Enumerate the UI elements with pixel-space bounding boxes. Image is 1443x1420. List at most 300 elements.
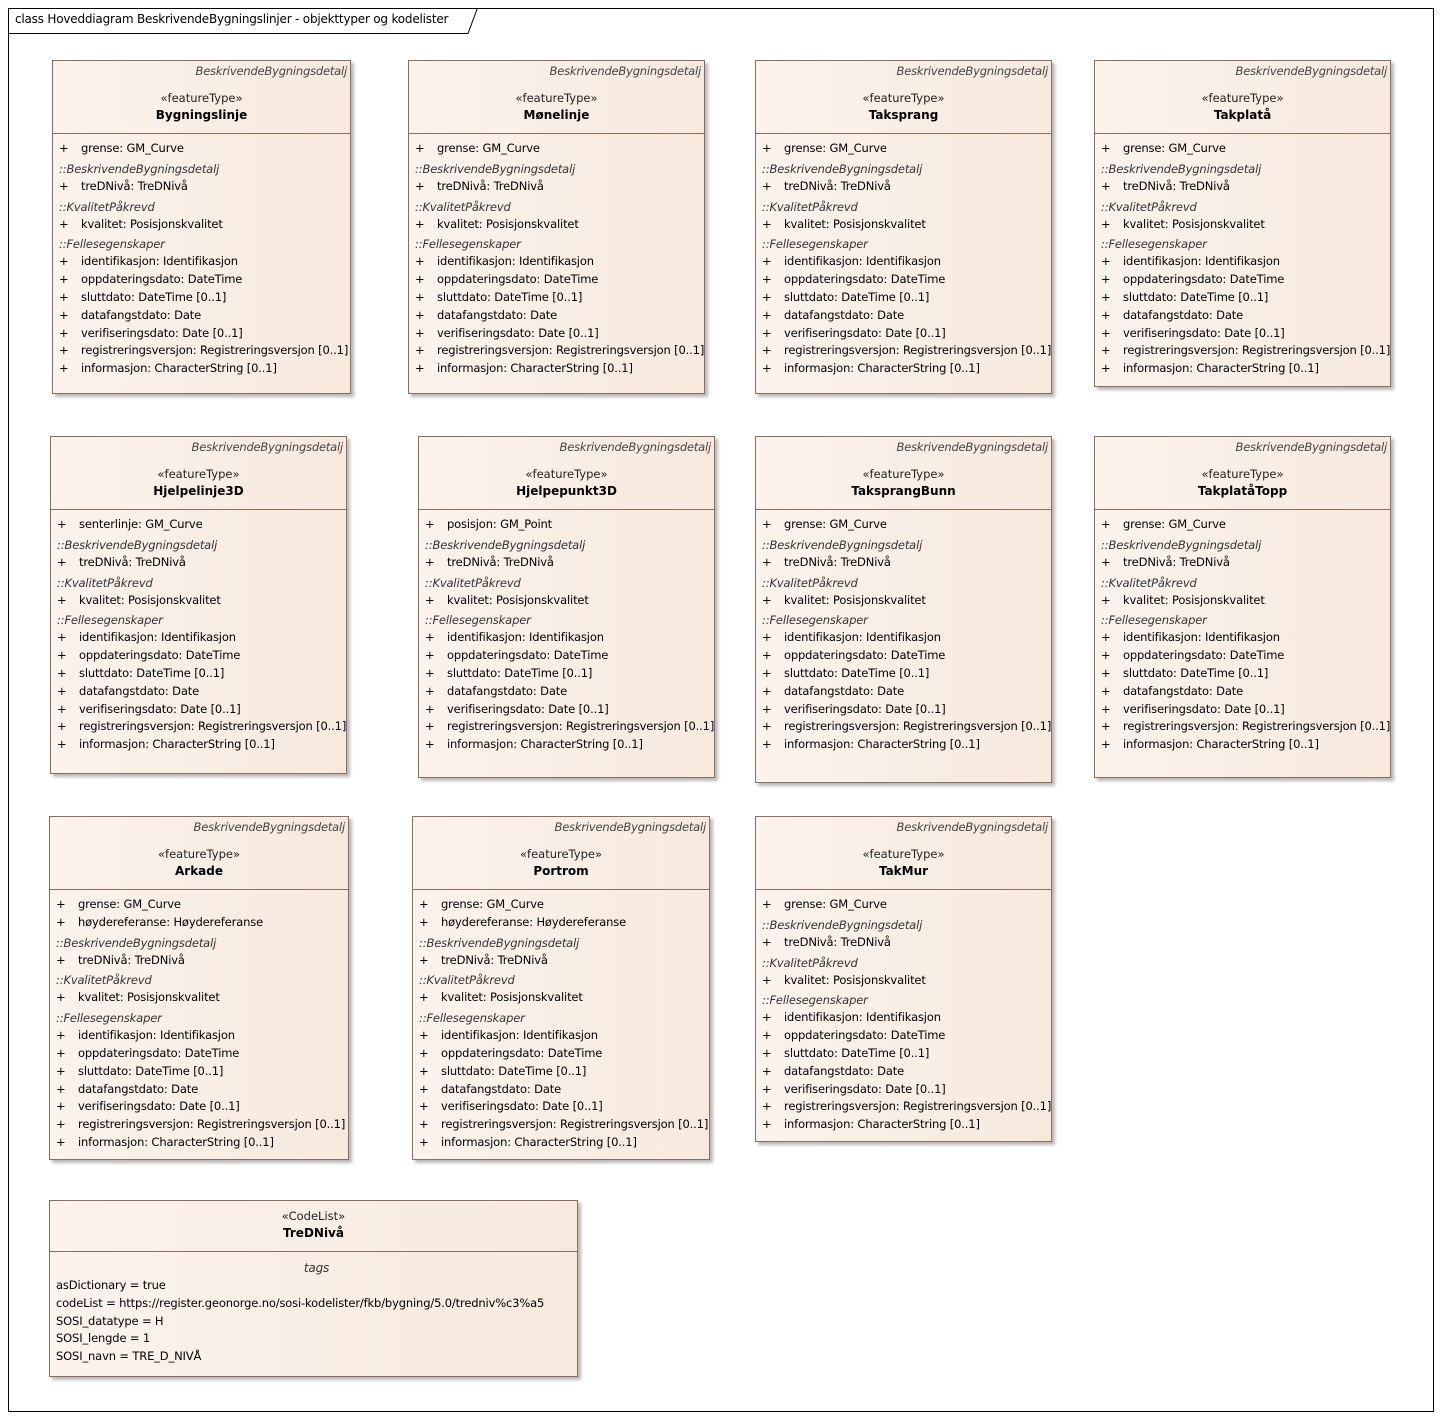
stereotype-label: «featureType»: [862, 847, 945, 861]
attribute-row: [1101, 289, 1390, 307]
visibility-marker: +: [762, 683, 772, 698]
visibility-marker: +: [1101, 289, 1111, 304]
attribute-row: [1101, 307, 1390, 325]
attribute-row: [425, 516, 714, 534]
visibility-marker: +: [59, 178, 69, 193]
attribute-row: [56, 952, 348, 970]
attribute-row: [762, 896, 1051, 914]
visibility-marker: +: [419, 952, 429, 967]
inherited-group-label: ::BeskrivendeBygningsdetalj: [415, 161, 576, 176]
visibility-marker: +: [762, 1117, 772, 1132]
class-box-arkade[interactable]: [49, 816, 349, 1160]
attribute-text: registreringsversjon: Registreringsversjon [0..1]: [784, 343, 1052, 358]
attribute-text: oppdateringsdato: DateTime: [78, 1045, 240, 1060]
attribute-text: grense: GM_Curve: [1123, 141, 1226, 155]
visibility-marker: +: [762, 272, 772, 287]
attribute-row: [57, 647, 346, 665]
visibility-marker: +: [56, 990, 66, 1005]
inherited-group-label: ::KvalitetPåkrevd: [56, 973, 152, 988]
attribute-text: identifikasjon: Identifikasjon: [1123, 254, 1280, 269]
stereotype-label: «featureType»: [157, 847, 240, 861]
codelist-box-tredniva[interactable]: [49, 1200, 578, 1377]
attribute-row: [1101, 253, 1390, 271]
visibility-marker: +: [59, 361, 69, 376]
attribute-list: [1095, 510, 1390, 754]
inherited-group-label: ::Fellesegenskaper: [425, 613, 531, 628]
inherited-group-label: ::KvalitetPåkrevd: [59, 199, 155, 214]
attribute-row: [415, 307, 704, 325]
attribute-row: [57, 592, 346, 610]
visibility-marker: +: [419, 1028, 429, 1043]
attribute-text: kvalitet: Posisjonskvalitet: [1123, 592, 1265, 607]
attribute-row: [415, 178, 704, 196]
visibility-marker: +: [425, 665, 435, 680]
attribute-row: [56, 1134, 348, 1152]
attribute-text: posisjon: GM_Point: [447, 517, 553, 531]
attribute-row: [762, 342, 1051, 360]
attribute-row: [59, 360, 350, 378]
class-box-hjelpelinje3d[interactable]: [50, 436, 347, 774]
attribute-row: [762, 325, 1051, 343]
attribute-row: [762, 934, 1051, 952]
class-box-taksprang[interactable]: [755, 60, 1052, 394]
attribute-text: treDNivå: TreDNivå: [784, 554, 891, 569]
attribute-row: [762, 1098, 1051, 1116]
visibility-marker: +: [415, 289, 425, 304]
attribute-list: [51, 510, 346, 754]
attribute-text: grense: GM_Curve: [78, 897, 181, 911]
attribute-text: sluttdato: DateTime [0..1]: [79, 665, 225, 680]
attribute-row: [57, 629, 346, 647]
attribute-text: grense: GM_Curve: [437, 141, 540, 155]
visibility-marker: +: [419, 1099, 429, 1114]
visibility-marker: +: [415, 343, 425, 358]
class-header: [413, 817, 709, 890]
visibility-marker: +: [57, 719, 67, 734]
attribute-list: [1095, 134, 1390, 378]
attribute-text: kvalitet: Posisjonskvalitet: [1123, 216, 1265, 231]
attribute-text: informasjon: CharacterString [0..1]: [447, 737, 643, 752]
attribute-text: oppdateringsdato: DateTime: [1123, 648, 1285, 663]
attribute-row: [419, 952, 709, 970]
attribute-text: registreringsversjon: Registreringsversjon [0..1]: [1123, 343, 1391, 358]
attribute-row: [59, 342, 350, 360]
attribute-row: [59, 253, 350, 271]
attribute-row: [1101, 554, 1390, 572]
attribute-text: oppdateringsdato: DateTime: [441, 1045, 603, 1060]
attribute-row: [1101, 665, 1390, 683]
attribute-row: [1101, 647, 1390, 665]
attribute-row: [415, 271, 704, 289]
class-name: Takplatå: [1213, 108, 1272, 122]
visibility-marker: +: [762, 307, 772, 322]
attribute-text: informasjon: CharacterString [0..1]: [79, 737, 275, 752]
attribute-row: [1101, 592, 1390, 610]
attribute-text: verifiseringsdato: Date [0..1]: [1123, 325, 1285, 340]
diagram-title: class Hoveddiagram BeskrivendeBygningslinjer - objekttyper og kodelister: [15, 12, 449, 26]
attribute-text: verifiseringsdato: Date [0..1]: [784, 1081, 946, 1096]
visibility-marker: +: [762, 289, 772, 304]
attribute-text: informasjon: CharacterString [0..1]: [78, 1134, 274, 1149]
class-box-bygningslinje[interactable]: [52, 60, 351, 394]
attribute-text: verifiseringsdato: Date [0..1]: [784, 701, 946, 716]
visibility-marker: +: [1101, 701, 1111, 716]
visibility-marker: +: [57, 701, 67, 716]
stereotype-label: «featureType»: [160, 91, 243, 105]
attribute-text: sluttdato: DateTime [0..1]: [784, 289, 930, 304]
attribute-row: [56, 1116, 348, 1134]
attribute-row: [419, 1081, 709, 1099]
visibility-marker: +: [56, 1117, 66, 1132]
class-header: [53, 61, 350, 134]
attribute-text: registreringsversjon: Registreringsversjon [0..1]: [78, 1117, 346, 1132]
class-name: Bygningslinje: [155, 108, 248, 122]
attribute-text: identifikasjon: Identifikasjon: [441, 1028, 598, 1043]
attribute-list: [756, 510, 1051, 754]
inherited-group-label: ::KvalitetPåkrevd: [415, 199, 511, 214]
visibility-marker: +: [59, 289, 69, 304]
attribute-text: sluttdato: DateTime [0..1]: [78, 1063, 224, 1078]
attribute-row: [57, 516, 346, 534]
visibility-marker: +: [1101, 683, 1111, 698]
attribute-text: informasjon: CharacterString [0..1]: [441, 1134, 637, 1149]
attribute-list: [50, 890, 348, 1152]
stereotype-label: «featureType»: [519, 847, 602, 861]
parent-class-label: BeskrivendeBygningsdetalj: [559, 440, 711, 454]
visibility-marker: +: [57, 554, 67, 569]
attribute-row: [762, 554, 1051, 572]
attribute-row: [57, 683, 346, 701]
visibility-marker: +: [59, 307, 69, 322]
visibility-marker: +: [59, 343, 69, 358]
parent-class-label: BeskrivendeBygningsdetalj: [896, 440, 1048, 454]
attribute-text: treDNivå: TreDNivå: [81, 178, 188, 193]
inherited-group-label: ::Fellesegenskaper: [762, 613, 868, 628]
attribute-text: grense: GM_Curve: [441, 897, 544, 911]
visibility-marker: +: [1101, 178, 1111, 193]
visibility-marker: +: [762, 1099, 772, 1114]
attribute-text: verifiseringsdato: Date [0..1]: [784, 325, 946, 340]
inherited-group-label: ::Fellesegenskaper: [56, 1011, 162, 1026]
class-name: Portrom: [533, 864, 589, 878]
visibility-marker: +: [415, 361, 425, 376]
attribute-text: oppdateringsdato: DateTime: [784, 1028, 946, 1043]
attribute-text: registreringsversjon: Registreringsversjon [0..1]: [1123, 719, 1391, 734]
class-box-mønelinje[interactable]: [408, 60, 705, 394]
visibility-marker: +: [419, 1045, 429, 1060]
visibility-marker: +: [59, 254, 69, 269]
attribute-text: kvalitet: Posisjonskvalitet: [784, 216, 926, 231]
attribute-row: [419, 1116, 709, 1134]
visibility-marker: +: [425, 630, 435, 645]
attribute-row: [1101, 216, 1390, 234]
attribute-text: informasjon: CharacterString [0..1]: [1123, 737, 1319, 752]
attribute-text: sluttdato: DateTime [0..1]: [1123, 289, 1269, 304]
parent-class-label: BeskrivendeBygningsdetalj: [896, 820, 1048, 834]
class-box-hjelpepunkt3d[interactable]: [418, 436, 715, 778]
inherited-group-label: ::KvalitetPåkrevd: [1101, 199, 1197, 214]
attribute-text: datafangstdato: Date: [784, 307, 904, 322]
class-name: Mønelinje: [523, 108, 590, 122]
attribute-text: informasjon: CharacterString [0..1]: [784, 361, 980, 376]
visibility-marker: +: [1101, 272, 1111, 287]
attribute-text: oppdateringsdato: DateTime: [79, 648, 241, 663]
attribute-row: [762, 178, 1051, 196]
attribute-text: treDNivå: TreDNivå: [1123, 554, 1230, 569]
attribute-text: kvalitet: Posisjonskvalitet: [81, 216, 223, 231]
visibility-marker: +: [56, 1134, 66, 1149]
attribute-row: [1101, 718, 1390, 736]
attribute-list: [756, 134, 1051, 378]
attribute-row: [762, 736, 1051, 754]
visibility-marker: +: [1101, 361, 1111, 376]
tag-list: [50, 1252, 577, 1366]
attribute-row: [762, 1081, 1051, 1099]
visibility-marker: +: [1101, 592, 1111, 607]
attribute-row: [59, 216, 350, 234]
attribute-text: kvalitet: Posisjonskvalitet: [784, 592, 926, 607]
class-name: TaksprangBunn: [851, 484, 956, 498]
visibility-marker: +: [762, 648, 772, 663]
visibility-marker: +: [1101, 343, 1111, 358]
attribute-text: identifikasjon: Identifikasjon: [78, 1028, 235, 1043]
attribute-text: verifiseringsdato: Date [0..1]: [437, 325, 599, 340]
attribute-list: [413, 890, 709, 1152]
class-header: [1095, 61, 1390, 134]
attribute-text: kvalitet: Posisjonskvalitet: [79, 592, 221, 607]
visibility-marker: +: [762, 1028, 772, 1043]
visibility-marker: +: [415, 325, 425, 340]
tags-section-title: tags: [303, 1261, 330, 1275]
visibility-marker: +: [762, 554, 772, 569]
attribute-text: identifikasjon: Identifikasjon: [1123, 630, 1280, 645]
attribute-row: [425, 665, 714, 683]
inherited-group-label: ::Fellesegenskaper: [419, 1011, 525, 1026]
stereotype-label: «featureType»: [157, 467, 240, 481]
attribute-text: oppdateringsdato: DateTime: [784, 272, 946, 287]
visibility-marker: +: [762, 630, 772, 645]
attribute-row: [419, 1045, 709, 1063]
class-name: TreDNivå: [283, 1226, 344, 1240]
inherited-group-label: ::BeskrivendeBygningsdetalj: [57, 537, 218, 552]
visibility-marker: +: [415, 307, 425, 322]
tag-row: SOSI_lengde = 1: [56, 1331, 151, 1346]
visibility-marker: +: [419, 1134, 429, 1149]
attribute-text: informasjon: CharacterString [0..1]: [437, 361, 633, 376]
attribute-list: [409, 134, 704, 378]
attribute-text: datafangstdato: Date: [81, 307, 201, 322]
attribute-row: [1101, 516, 1390, 534]
attribute-row: [57, 701, 346, 719]
inherited-group-label: ::KvalitetPåkrevd: [1101, 575, 1197, 590]
attribute-row: [56, 1045, 348, 1063]
attribute-row: [762, 253, 1051, 271]
attribute-text: sluttdato: DateTime [0..1]: [441, 1063, 587, 1078]
attribute-text: sluttdato: DateTime [0..1]: [784, 665, 930, 680]
attribute-row: [59, 289, 350, 307]
attribute-text: sluttdato: DateTime [0..1]: [447, 665, 593, 680]
attribute-text: oppdateringsdato: DateTime: [437, 272, 599, 287]
visibility-marker: +: [762, 216, 772, 231]
attribute-text: registreringsversjon: Registreringsversjon [0..1]: [447, 719, 715, 734]
inherited-group-label: ::KvalitetPåkrevd: [762, 955, 858, 970]
attribute-text: verifiseringsdato: Date [0..1]: [81, 325, 243, 340]
visibility-marker: +: [762, 178, 772, 193]
visibility-marker: +: [56, 952, 66, 967]
attribute-row: [762, 701, 1051, 719]
visibility-marker: +: [1101, 216, 1111, 231]
visibility-marker: +: [762, 737, 772, 752]
visibility-marker: +: [762, 1045, 772, 1060]
attribute-row: [425, 718, 714, 736]
tag-row: asDictionary = true: [56, 1278, 166, 1292]
attribute-row: [762, 629, 1051, 647]
visibility-marker: +: [419, 897, 429, 911]
visibility-marker: +: [415, 141, 425, 155]
attribute-row: [1101, 271, 1390, 289]
attribute-row: [425, 647, 714, 665]
tag-row: SOSI_navn = TRE_D_NIVÅ: [56, 1349, 202, 1364]
attribute-text: sluttdato: DateTime [0..1]: [81, 289, 227, 304]
visibility-marker: +: [762, 719, 772, 734]
attribute-text: identifikasjon: Identifikasjon: [81, 254, 238, 269]
visibility-marker: +: [1101, 665, 1111, 680]
visibility-marker: +: [59, 216, 69, 231]
visibility-marker: +: [1101, 737, 1111, 752]
class-box-takmur[interactable]: [755, 816, 1052, 1142]
attribute-text: informasjon: CharacterString [0..1]: [81, 361, 277, 376]
inherited-group-label: ::Fellesegenskaper: [57, 613, 163, 628]
attribute-row: [1101, 701, 1390, 719]
tag-row: SOSI_datatype = H: [56, 1313, 164, 1328]
visibility-marker: +: [1101, 719, 1111, 734]
attribute-row: [56, 1027, 348, 1045]
attribute-text: grense: GM_Curve: [784, 897, 887, 911]
visibility-marker: +: [762, 517, 772, 531]
attribute-row: [425, 592, 714, 610]
visibility-marker: +: [415, 272, 425, 287]
visibility-marker: +: [425, 648, 435, 663]
parent-class-label: BeskrivendeBygningsdetalj: [554, 820, 706, 834]
attribute-row: [762, 665, 1051, 683]
attribute-row: [419, 1027, 709, 1045]
visibility-marker: +: [419, 1117, 429, 1132]
attribute-text: kvalitet: Posisjonskvalitet: [441, 990, 583, 1005]
attribute-row: [425, 554, 714, 572]
attribute-row: [57, 718, 346, 736]
attribute-row: [762, 360, 1051, 378]
visibility-marker: +: [762, 701, 772, 716]
class-box-taksprangbunn[interactable]: [755, 436, 1052, 783]
attribute-list: [53, 134, 350, 378]
attribute-row: [762, 140, 1051, 158]
inherited-group-label: ::BeskrivendeBygningsdetalj: [59, 161, 220, 176]
attribute-text: grense: GM_Curve: [1123, 517, 1226, 531]
visibility-marker: +: [415, 216, 425, 231]
inherited-group-label: ::BeskrivendeBygningsdetalj: [1101, 537, 1262, 552]
attribute-row: [1101, 683, 1390, 701]
attribute-row: [419, 1063, 709, 1081]
attribute-row: [57, 554, 346, 572]
attribute-text: verifiseringsdato: Date [0..1]: [79, 701, 241, 716]
attribute-row: [1101, 360, 1390, 378]
attribute-text: oppdateringsdato: DateTime: [1123, 272, 1285, 287]
visibility-marker: +: [762, 1063, 772, 1078]
attribute-row: [425, 683, 714, 701]
attribute-text: kvalitet: Posisjonskvalitet: [437, 216, 579, 231]
attribute-row: [415, 289, 704, 307]
attribute-row: [1101, 178, 1390, 196]
attribute-text: datafangstdato: Date: [784, 1063, 904, 1078]
attribute-text: datafangstdato: Date: [1123, 683, 1243, 698]
visibility-marker: +: [762, 972, 772, 987]
visibility-marker: +: [415, 254, 425, 269]
attribute-row: [762, 1027, 1051, 1045]
visibility-marker: +: [419, 1063, 429, 1078]
attribute-text: identifikasjon: Identifikasjon: [784, 254, 941, 269]
attribute-row: [57, 736, 346, 754]
tag-row: codeList = https://register.geonorge.no/sosi-kodelister/fkb/bygning/5.0/tredniv%c3%a5: [56, 1295, 545, 1310]
inherited-group-label: ::BeskrivendeBygningsdetalj: [425, 537, 586, 552]
visibility-marker: +: [425, 592, 435, 607]
attribute-row: [762, 683, 1051, 701]
visibility-marker: +: [1101, 554, 1111, 569]
attribute-text: senterlinje: GM_Curve: [79, 517, 203, 531]
class-box-takplatå[interactable]: [1094, 60, 1391, 387]
attribute-text: informasjon: CharacterString [0..1]: [784, 1117, 980, 1132]
class-header: [50, 817, 348, 890]
visibility-marker: +: [762, 592, 772, 607]
inherited-group-label: ::KvalitetPåkrevd: [419, 973, 515, 988]
attribute-row: [425, 701, 714, 719]
parent-class-label: BeskrivendeBygningsdetalj: [1235, 64, 1387, 78]
visibility-marker: +: [762, 1010, 772, 1025]
inherited-group-label: ::Fellesegenskaper: [1101, 613, 1207, 628]
visibility-marker: +: [57, 648, 67, 663]
class-header: [756, 817, 1051, 890]
class-box-portrom[interactable]: [412, 816, 710, 1160]
attribute-row: [762, 307, 1051, 325]
inherited-group-label: ::Fellesegenskaper: [59, 237, 165, 252]
class-header: [1095, 437, 1390, 510]
attribute-row: [59, 271, 350, 289]
attribute-text: oppdateringsdato: DateTime: [81, 272, 243, 287]
visibility-marker: +: [59, 272, 69, 287]
visibility-marker: +: [425, 719, 435, 734]
class-box-takplatåtopp[interactable]: [1094, 436, 1391, 778]
attribute-text: informasjon: CharacterString [0..1]: [784, 737, 980, 752]
attribute-text: registreringsversjon: Registreringsversjon [0..1]: [784, 1099, 1052, 1114]
inherited-group-label: ::KvalitetPåkrevd: [762, 199, 858, 214]
attribute-text: treDNivå: TreDNivå: [1123, 178, 1230, 193]
attribute-text: grense: GM_Curve: [81, 141, 184, 155]
attribute-text: kvalitet: Posisjonskvalitet: [784, 972, 926, 987]
class-name: Taksprang: [868, 108, 939, 122]
visibility-marker: +: [419, 990, 429, 1005]
visibility-marker: +: [762, 141, 772, 155]
attribute-text: registreringsversjon: Registreringsversjon [0..1]: [79, 719, 347, 734]
class-header: [51, 437, 346, 510]
attribute-row: [56, 1098, 348, 1116]
inherited-group-label: ::KvalitetPåkrevd: [425, 575, 521, 590]
attribute-row: [415, 253, 704, 271]
stereotype-label: «featureType»: [862, 91, 945, 105]
attribute-text: datafangstdato: Date: [447, 683, 567, 698]
visibility-marker: +: [56, 1099, 66, 1114]
visibility-marker: +: [762, 665, 772, 680]
attribute-text: identifikasjon: Identifikasjon: [447, 630, 604, 645]
inherited-group-label: ::Fellesegenskaper: [415, 237, 521, 252]
